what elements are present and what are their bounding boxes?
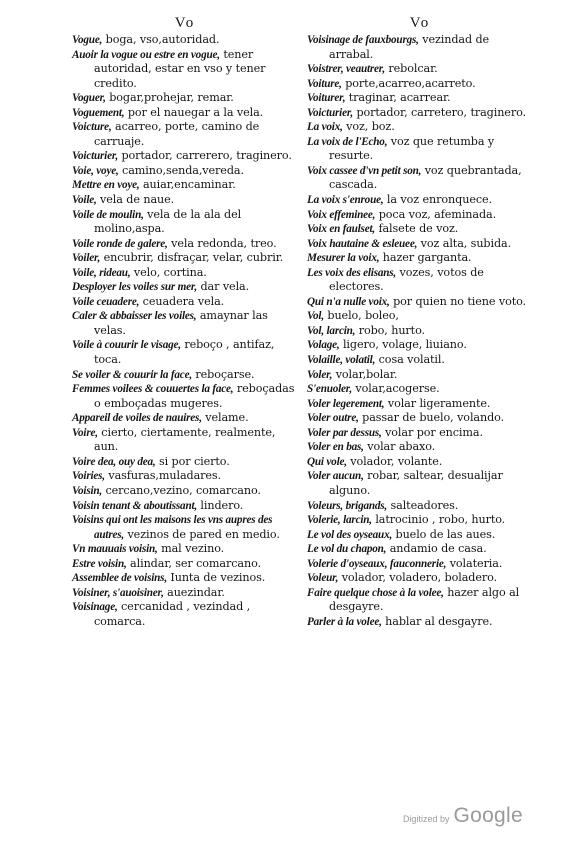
entry-definition: si por cierto. [155,454,230,468]
entry-headword: Qui n'a nulle voix, [307,295,390,308]
entry-definition: vezindad de arrabal. [329,33,490,61]
entry-definition: mal vezino. [157,542,225,556]
entry-definition: auiar,encaminar. [139,178,236,192]
entry-headword: Le vol des oyseaux, [307,528,393,541]
entry-definition: volar ligeramente. [384,396,491,410]
entry-headword: Voile, rideau, [72,266,131,279]
entry-definition: cercanidad , vezindad , comarca. [94,600,251,628]
digitization-watermark [403,804,523,828]
dictionary-entry [307,62,533,77]
entry-definition: traginar, acarrear. [345,91,451,105]
entry-headword: Voile, [72,194,97,207]
dictionary-entry [72,149,298,164]
entry-headword: Mesurer la voix, [307,252,380,265]
entry-definition: voz alta, subida. [417,236,512,250]
entry-headword: Parler à la volee, [307,615,382,628]
entry-definition: vozes, votos de electores. [329,265,484,294]
left-column [72,14,298,629]
dictionary-entry [307,106,533,121]
dictionary-entry [72,368,298,383]
dictionary-entry [72,557,298,572]
entry-headword: Voile à couurir le visage, [72,339,181,352]
entry-definition: buelo, boleo, [323,309,399,323]
entry-definition: alindar, ser comarcano. [126,556,261,570]
entry-definition: la voz enronquece. [383,193,492,207]
entry-headword: Voire dea, ouy dea, [72,455,156,468]
dictionary-entry [307,397,533,412]
dictionary-entry [72,120,298,149]
dictionary-entry [307,499,533,514]
entry-headword: Se voiler & couurir la face, [72,368,192,381]
left-entry-list [72,33,298,629]
dictionary-entry [307,571,533,586]
dictionary-entry [307,353,533,368]
entry-headword: Voguer, [72,92,106,105]
entry-definition: camino,senda,vereda. [118,163,244,177]
entry-headword: Voiler, [72,252,101,265]
entry-definition: volar,bolar. [332,367,398,381]
dictionary-entry [307,426,533,441]
entry-headword: La voix s'enroue, [307,194,384,207]
entry-headword: Voicture, [72,121,112,134]
dictionary-entry [307,222,533,237]
dictionary-entry [72,48,298,92]
entry-headword: Voile de moulin, [72,208,144,221]
entry-headword: Voler aucun, [307,470,364,483]
dictionary-entry [72,455,298,470]
entry-headword: Assemblee de voisins, [72,572,167,585]
entry-definition: portador, carretero, traginero. [352,105,526,119]
entry-definition: ceuadera vela. [139,294,225,308]
entry-definition: rebolcar. [384,62,438,76]
dictionary-entry [72,382,298,411]
dictionary-entry [72,309,298,338]
entry-definition: lindero. [196,498,244,512]
entry-headword: Voisins qui ont les maisons les vns aupres des autres, [72,514,273,541]
dictionary-entry [72,266,298,281]
entry-definition: porte,acarreo,acarreto. [341,76,476,90]
entry-headword: Voicturier, [72,150,118,163]
entry-headword: Voler en bas, [307,441,364,454]
dictionary-entry [72,542,298,557]
dictionary-entry [307,368,533,383]
dictionary-entry [307,164,533,193]
dictionary-entry [307,324,533,339]
entry-definition: vela de la ala del molino,aspa. [94,207,242,236]
entry-definition: encubrir, disfraçar, velar, cubrir. [100,251,284,265]
dictionary-entry [72,600,298,629]
dictionary-entry [307,208,533,223]
entry-headword: Qui vole, [307,455,347,468]
entry-headword: Desployer les voiles sur mer, [72,281,198,294]
dictionary-entry [307,77,533,92]
entry-definition: hablar al desgayre. [381,614,493,628]
entry-headword: Voiries, [72,470,105,483]
entry-definition: robar, saltear, desualijar alguno. [329,469,503,497]
entry-headword: Vol, [307,310,324,323]
entry-headword: Caler & abbaisser les voiles, [72,310,197,323]
entry-definition: volar por encima. [381,425,483,439]
entry-definition: Iunta de vezinos. [166,571,266,585]
dictionary-entry [72,164,298,179]
entry-headword: Les voix des elisans, [307,266,397,279]
entry-definition: reboçadas o emboçadas mugeres. [94,382,295,410]
right-column [307,14,533,629]
dictionary-entry [307,455,533,470]
dictionary-entry [307,382,533,397]
entry-headword: Voix hautaine & esleuee, [307,237,418,250]
entry-headword: Volerie, larcin, [307,514,372,527]
entry-definition: velame. [201,411,249,425]
entry-definition: velo, cortina. [130,265,207,279]
dictionary-entry [307,33,533,62]
entry-headword: Femmes voilees & couuertes la face, [72,383,234,396]
dictionary-entry [72,513,298,542]
entry-definition: vela redonda, treo. [167,236,277,250]
dictionary-entry [72,411,298,426]
dictionary-entry [72,469,298,484]
entry-definition: volador, volante. [346,454,443,468]
entry-definition: ligero, volage, liuiano. [339,338,467,352]
entry-definition: passar de buelo, volando. [358,411,505,425]
entry-definition: boga, vso,autoridad. [102,33,220,46]
entry-definition: volador, voladero, boladero. [338,571,497,585]
entry-headword: Estre voisin, [72,557,127,570]
entry-headword: Voisin tenant & aboutissant, [72,499,197,512]
entry-headword: Voisinage, [72,601,118,614]
dictionary-entry [307,615,533,630]
dictionary-entry [307,237,533,252]
entry-definition: latrocinio , robo, hurto. [371,513,506,527]
dictionary-entry [72,106,298,121]
dictionary-entry [307,338,533,353]
entry-headword: Auoir la vogue ou estre en vogue, [72,48,220,61]
entry-headword: Volerie d'oyseaux, fauconnerie, [307,557,447,570]
entry-definition: salteadores. [387,498,459,512]
dictionary-entry [307,135,533,164]
entry-headword: Voisinage de fauxbourgs, [307,34,419,46]
entry-headword: Voleur, [307,572,339,585]
dictionary-entry [307,513,533,528]
dictionary-entry [307,193,533,208]
entry-headword: Voler legerement, [307,397,385,410]
dictionary-entry [307,542,533,557]
dictionary-entry [72,484,298,499]
entry-headword: Voleurs, brigands, [307,499,388,512]
watermark-prefix: Digitized by [402,814,450,824]
dictionary-entry [72,280,298,295]
left-running-head: Vo [174,15,196,31]
entry-definition: auezindar. [163,585,225,599]
entry-definition: reboçarse. [191,367,255,381]
dictionary-entry [307,295,533,310]
dictionary-entry [72,237,298,252]
entry-definition: volar,acogerse. [351,382,440,396]
dictionary-entry [307,251,533,266]
dictionary-entry [72,251,298,266]
entry-headword: Mettre en voye, [72,179,140,192]
dictionary-entry [307,528,533,543]
dictionary-entry [72,33,298,48]
entry-headword: Voler par dessus, [307,426,382,439]
entry-definition: voz, boz. [342,120,395,134]
dictionary-entry [72,208,298,237]
entry-definition: cercano,vezino, comarcano. [102,483,261,497]
entry-definition: hazer garganta. [379,251,472,265]
entry-definition: volateria. [446,556,503,570]
entry-definition: vela de naue. [96,193,175,207]
entry-headword: La voix de l'Echo, [307,135,388,148]
entry-headword: Voisin, [72,484,103,497]
entry-definition: reboço , antifaz, toca. [94,338,275,367]
entry-headword: Vogue, [72,34,103,46]
entry-headword: Voistrer, veautrer, [307,63,385,76]
entry-headword: Appareil de voiles de nauires, [72,412,202,425]
entry-headword: Voix en faulset, [307,223,375,236]
entry-headword: Voiture, [307,77,342,90]
entry-definition: vasfuras,muladares. [104,469,222,483]
entry-headword: Voler, [307,368,333,381]
entry-headword: Faire quelque chose à la volee, [307,586,444,599]
entry-headword: Voix cassee d'vn petit son, [307,164,422,177]
dictionary-entry [72,295,298,310]
dictionary-entry [307,91,533,106]
entry-headword: Voile ronde de galere, [72,237,168,250]
dictionary-entry [307,586,533,615]
entry-definition: falsete de voz. [374,222,459,236]
entry-definition: volar abaxo. [363,440,436,454]
dictionary-entry [307,440,533,455]
entry-headword: Vn mauuais voisin, [72,543,158,556]
entry-headword: Voire, [72,426,98,439]
entry-definition: voz quebrantada, cascada. [329,163,522,192]
dictionary-entry [307,411,533,426]
entry-headword: Voicturier, [307,106,353,119]
entry-headword: Voisiner, s'auoisiner, [72,586,164,599]
entry-headword: S'enuoler, [307,383,352,396]
entry-headword: Voie, voye, [72,164,119,177]
entry-definition: hazer algo al desgayre. [329,585,520,614]
dictionary-entry [72,571,298,586]
dictionary-entry [72,338,298,367]
entry-definition: andamio de casa. [386,542,487,556]
entry-definition: robo, hurto. [355,323,425,337]
entry-definition: cosa volatil. [375,353,445,367]
right-running-head: Vo [409,15,431,31]
right-entry-list [307,33,533,629]
entry-definition: tener autoridad, estar en vso y tener credito. [94,47,266,90]
watermark-brand: Google [453,804,523,827]
dictionary-entry [307,469,533,498]
entry-headword: Voix effeminee, [307,208,376,221]
dictionary-entry [307,557,533,572]
entry-definition: por quien no tiene voto. [389,294,527,308]
dictionary-entry [307,266,533,295]
dictionary-entry [72,91,298,106]
entry-definition: poca voz, afeminada. [375,207,497,221]
entry-definition: cierto, ciertamente, realmente, aun. [94,425,276,454]
entry-definition: amaynar las velas. [94,309,268,337]
entry-headword: Voile ceuadere, [72,295,140,308]
entry-definition: buelo de las aues. [392,527,496,541]
entry-headword: Voguement, [72,106,125,119]
entry-headword: Voiturer, [307,92,346,105]
entry-headword: La voix, [307,121,343,134]
dictionary-entry [72,426,298,455]
entry-definition: acarreo, porte, camino de carruaje. [94,120,260,148]
entry-definition: por el nauegar a la vela. [124,105,264,119]
entry-definition: bogar,prohejar, remar. [105,91,234,105]
entry-headword: Vol, larcin, [307,324,356,337]
dictionary-entry [72,178,298,193]
entry-definition: voz que retumba y resurte. [329,134,495,163]
entry-headword: Volaille, volatil, [307,354,376,367]
dictionary-entry [307,120,533,135]
dictionary-entry [72,499,298,514]
entry-definition: vezinos de pared en medio. [124,527,280,541]
dictionary-entry [307,309,533,324]
entry-headword: Le vol du chapon, [307,543,387,556]
entry-headword: Volage, [307,339,340,352]
entry-definition: portador, carrerero, traginero. [117,149,292,163]
dictionary-entry [72,586,298,601]
entry-headword: Voler outre, [307,412,359,425]
entry-definition: dar vela. [197,280,250,294]
dictionary-entry [72,193,298,208]
